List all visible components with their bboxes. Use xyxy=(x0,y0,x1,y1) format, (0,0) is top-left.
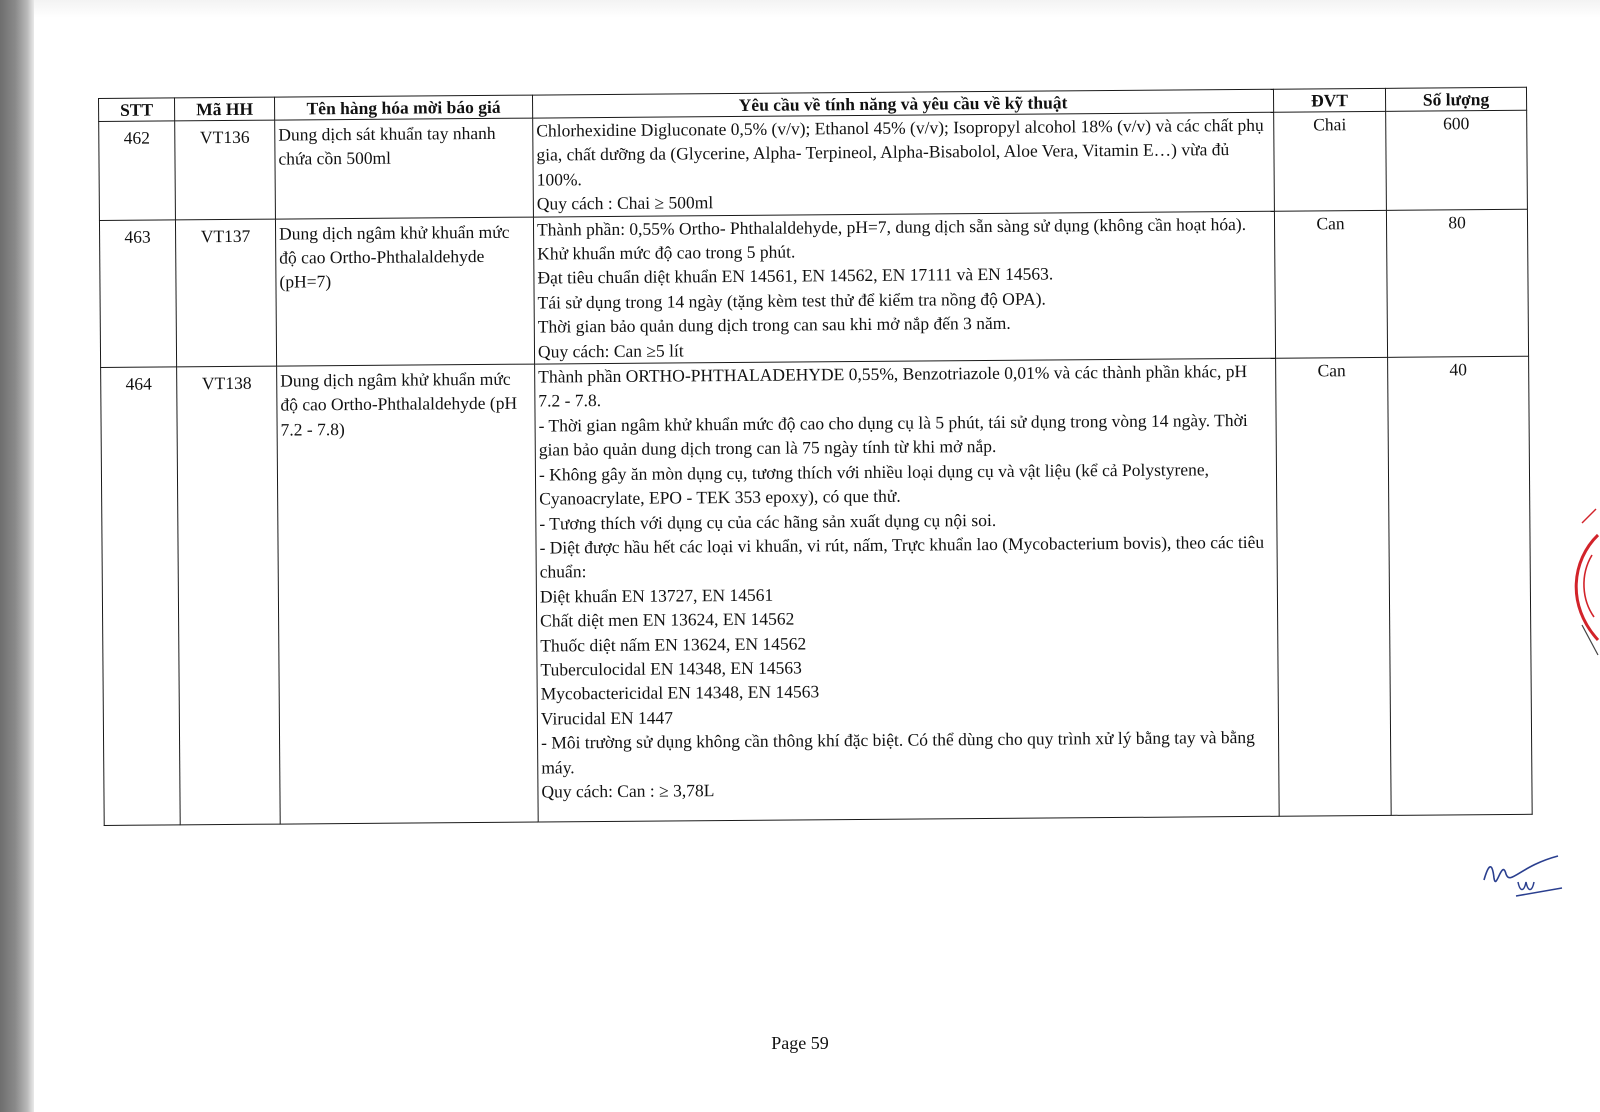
row-unit: Can xyxy=(1276,357,1392,816)
row-unit: Can xyxy=(1274,210,1387,358)
requirement-line: Chlorhexidine Digluconate 0,5% (v/v); Ethanol 45% (v/v); Isopropyl alcohol 18% (v/v) và các chất phụ gia, chất dưỡng da (Glycerine, Alpha- Terpineol, Alpha-Bisabolol, Aloe Vera, Vitamin E…) vừa đủ 100%. xyxy=(536,114,1264,190)
row-name: Dung dịch ngâm khử khuẩn mức độ cao Ortho-Phthalaldehyde (pH=7) xyxy=(275,217,534,366)
requirement-line: - Không gây ăn mòn dụng cụ, tương thích với nhiều loại dụng cụ và vật liệu (kể cả Polystyrene, Cyanoacrylate, EPO - TEK 353 epoxy), có que thử. xyxy=(538,458,1210,509)
page-number: Page 59 xyxy=(771,1033,829,1053)
scan-top-shadow xyxy=(34,0,1600,18)
header-stt: STT xyxy=(99,98,175,122)
requirement-line: Quy cách : Chai ≥ 500ml xyxy=(536,192,714,214)
header-code: Mã HH xyxy=(175,97,275,121)
table-row xyxy=(99,209,1528,368)
requirement-line: - Diệt được hầu hết các loại vi khuẩn, vi rút, nấm, Trực khuẩn lao (Mycobacterium bovis), theo các tiêu chuẩn: xyxy=(539,531,1265,582)
row-stt: 462 xyxy=(99,121,176,220)
header-unit: ĐVT xyxy=(1273,88,1385,112)
requirement-line: Quy cách: Can : ≥ 3,78L xyxy=(541,780,715,802)
row-requirements xyxy=(533,112,1275,216)
table-row xyxy=(99,110,1528,220)
requirement-line: Tái sử dụng trong 14 ngày (tặng kèm test thử để kiểm tra nồng độ OPA). xyxy=(537,288,1046,313)
row-requirements xyxy=(535,358,1280,822)
requirement-line: Đạt tiêu chuẩn diệt khuẩn EN 14561, EN 14562, EN 17111 và EN 14563. xyxy=(537,263,1054,288)
requirement-line: Virucidal EN 1447 xyxy=(540,707,674,729)
row-requirements xyxy=(533,211,1275,364)
header-quantity: Số lượng xyxy=(1385,87,1526,111)
row-name: Dung dịch ngâm khử khuẩn mức độ cao Ortho-Phthalaldehyde (pH 7.2 - 7.8) xyxy=(277,364,539,824)
requirement-line: Thành phần: 0,55% Ortho- Phthalaldehyde, pH=7, dung dịch sẵn sàng sử dụng (không cần hoạt hóa). xyxy=(536,213,1247,240)
requirement-line: Khử khuẩn mức độ cao trong 5 phút. xyxy=(537,241,796,264)
requirement-line: Tuberculocidal EN 14348, EN 14563 xyxy=(540,657,802,680)
scan-left-edge xyxy=(0,0,34,1112)
requirement-line: Chất diệt men EN 13624, EN 14562 xyxy=(540,608,795,631)
requirement-line: Quy cách: Can ≥5 lít xyxy=(537,340,684,362)
row-code: VT136 xyxy=(175,120,276,219)
procurement-table xyxy=(98,87,1533,826)
red-stamp-edge xyxy=(1552,505,1600,660)
requirement-line: - Thời gian ngâm khử khuẩn mức độ cao cho dụng cụ là 5 phút, tái sử dụng trong vòng 14 ngày. Thời gian bảo quản dung dịch trong can là 75 ngày tính từ khi mở nắp. xyxy=(538,409,1248,460)
row-quantity: 40 xyxy=(1388,356,1533,815)
row-code: VT137 xyxy=(175,219,276,367)
requirement-line: Thuốc diệt nấm EN 13624, EN 14562 xyxy=(540,632,807,656)
row-stt: 463 xyxy=(99,220,176,368)
row-unit: Chai xyxy=(1274,111,1387,211)
requirement-line: Thành phần ORTHO-PHTHALADEHYDE 0,55%, Benzotriazole 0,01% và các thành phần khác, pH 7.2 - 7.8. xyxy=(538,361,1248,412)
table-row xyxy=(101,356,1533,825)
requirement-line: - Môi trường sử dụng không cần thông khí đặc biệt. Có thể dùng cho quy trình xử lý bằng tay và bằng máy. xyxy=(540,727,1255,778)
row-name: Dung dịch sát khuẩn tay nhanh chứa cồn 500ml xyxy=(275,118,534,219)
requirement-line: - Tương thích với dụng cụ của các hãng sản xuất dụng cụ nội soi. xyxy=(539,509,997,534)
row-code: VT138 xyxy=(177,366,281,825)
row-stt: 464 xyxy=(101,367,181,826)
requirement-line: Mycobactericidal EN 14348, EN 14563 xyxy=(540,681,820,704)
requirement-line: Diệt khuẩn EN 13727, EN 14561 xyxy=(539,584,774,607)
row-quantity: 80 xyxy=(1386,209,1528,358)
requirement-line: Thời gian bảo quản dung dịch trong can sau khi mở nắp đến 3 năm. xyxy=(537,313,1011,337)
header-requirements: Yêu cầu về tính năng và yêu cầu về kỹ thuật xyxy=(532,89,1273,118)
header-name: Tên hàng hóa mời báo giá xyxy=(274,95,532,120)
row-quantity: 600 xyxy=(1386,110,1528,210)
initials-signature xyxy=(1472,848,1572,908)
